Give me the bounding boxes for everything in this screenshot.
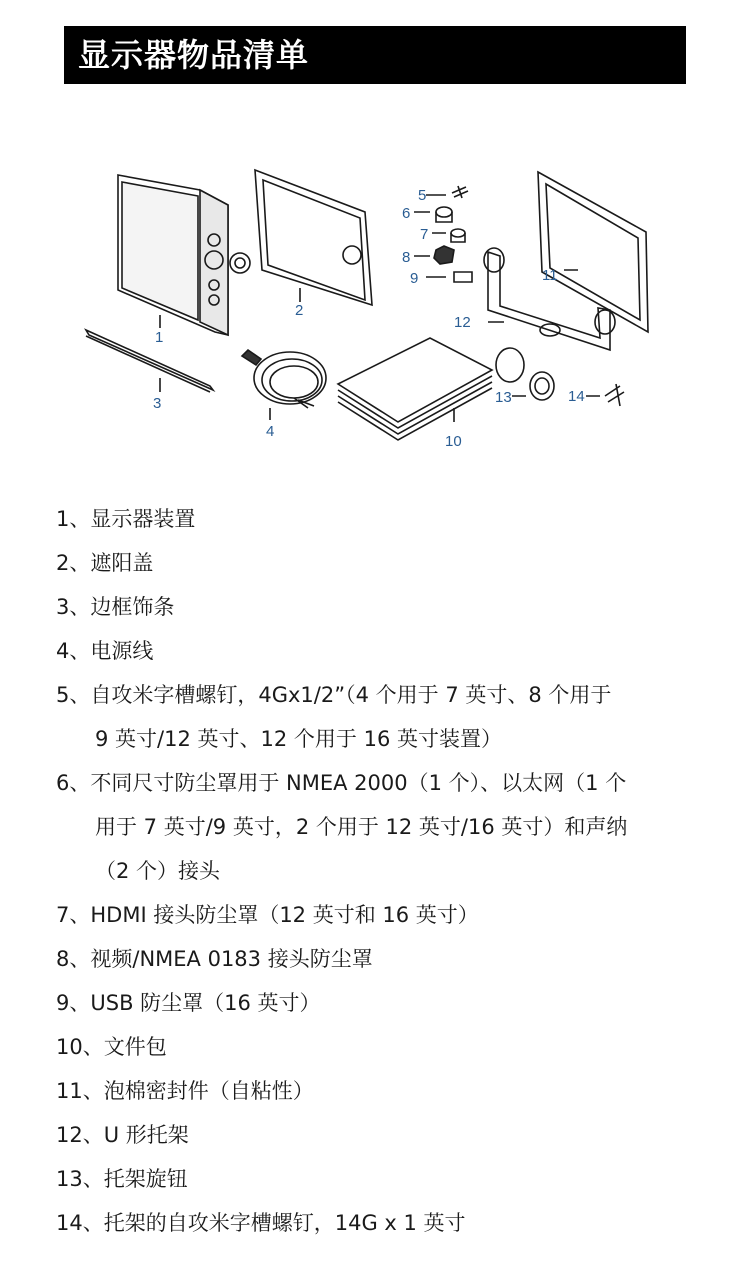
trim-strip-drawing [86,330,213,392]
list-item: 1、显示器装置 [56,507,196,531]
callout-11: 11 [542,267,558,284]
callout-9: 9 [410,270,419,287]
list-item: 11、泡棉密封件（自粘性） [56,1079,314,1103]
title-bar [64,26,686,84]
list-item: 5、自攻米字槽螺钉，4Gx1/2”（4 个用于 7 英寸、8 个用于 9 英寸/12 英寸、12 个用于 16 英寸装置） [56,683,612,751]
display-unit-drawing [118,175,250,335]
list-item: 10、文件包 [56,1035,167,1059]
documents-drawing [338,338,492,440]
list-item: 8、视频/NMEA 0183 接头防尘罩 [56,947,373,971]
list-item: 3、边框饰条 [56,595,175,619]
parts-diagram [80,160,680,460]
callout-1: 1 [155,329,164,346]
list-item: 9、USB 防尘罩（16 英寸） [56,991,321,1015]
sun-cover-drawing [255,170,372,305]
list-item: 13、托架旋钮 [56,1167,188,1191]
parts-list [56,497,716,1245]
callout-3: 3 [153,395,162,412]
callout-14: 14 [568,388,585,405]
callout-2: 2 [295,302,304,319]
list-item: 2、遮阳盖 [56,551,154,575]
foam-gasket-drawing [538,172,648,332]
bracket-screws-drawing [605,384,624,406]
callout-6: 6 [402,205,411,222]
callout-12: 12 [454,314,471,331]
callout-13: 13 [495,389,512,406]
power-cable-drawing [242,350,326,408]
callout-5: 5 [418,187,427,204]
list-item: 4、电源线 [56,639,154,663]
list-item: 14、托架的自攻米字槽螺钉，14G x 1 英寸 [56,1211,466,1235]
callout-7: 7 [420,226,429,243]
list-item: 6、不同尺寸防尘罩用于 NMEA 2000（1 个）、以太网（1 个 用于 7 英寸/9 英寸，2 个用于 12 英寸/16 英寸）和声纳 （2 个）接头 [56,771,628,883]
callout-10: 10 [445,433,462,450]
small-parts-drawing [434,186,472,282]
callout-8: 8 [402,249,411,266]
list-item: 7、HDMI 接头防尘罩（12 英寸和 16 英寸） [56,903,479,927]
callout-4: 4 [266,423,275,440]
page-title: 显示器物品清单 [78,36,310,74]
list-item: 12、U 形托架 [56,1123,189,1147]
